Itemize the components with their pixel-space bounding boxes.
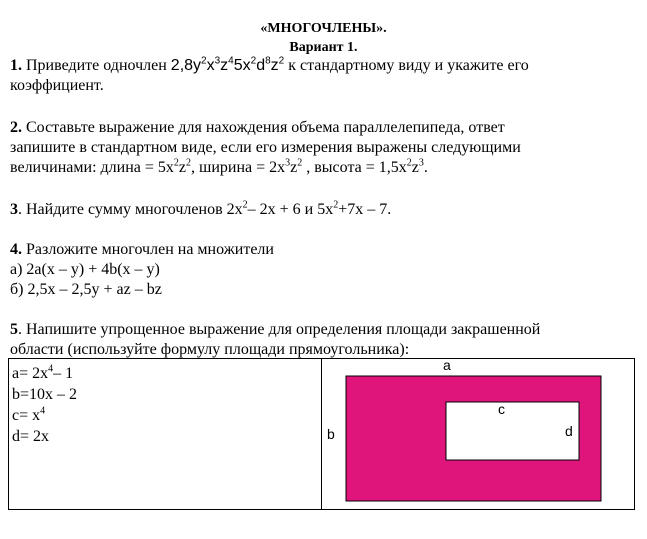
task-4: 4. Разложите многочлен на множители а) 2a(x – y) + 4b(x – y) б) 2,5x – 2,5y + az – bz <box>10 241 274 298</box>
worksheet-title: «МНОГОЧЛЕНЫ». <box>260 21 387 36</box>
task-5: 5. Напишите упрощенное выражение для определения площади закрашенной области (используйте формулу площади прямоугольника): <box>10 321 541 358</box>
label-c: c <box>498 401 505 417</box>
task-2-number: 2. <box>10 119 22 136</box>
var-b: b=10x – 2 <box>12 386 78 403</box>
task-5-number: 5 <box>10 321 18 338</box>
label-a: a <box>443 357 451 373</box>
inner-rectangle <box>446 402 579 460</box>
var-c: $c= x^4$ <box>12 405 46 424</box>
monomial: $2,8y^2x^3z^45x^2d^8z^2$ <box>170 55 285 74</box>
var-a: $a= 2x^4-$ 1 <box>12 363 74 382</box>
task-3: 3. Найдите сумму многочленов $2x^2-$ 2x + 6 и $5x^2+7x - 7$. <box>10 199 392 218</box>
task-3-number: 3 <box>10 201 18 218</box>
task-4-part-a: а) 2a(x – y) + 4b(x – y) <box>10 261 160 278</box>
task-1-number: 1. <box>10 57 22 74</box>
task-2: 2. Составьте выражение для нахождения объема параллелепипеда, ответ запишите в стандартном виде, если его измерения выражены следующими величинами: длина = $5x^2z^2$, ширина = $2x^3z^2$ , высота = $1,5x^2z^3$. <box>10 119 521 176</box>
task-4-number: 4. <box>10 241 22 258</box>
task-5-table <box>8 358 635 510</box>
label-d: d <box>565 423 573 439</box>
variables-cell <box>12 363 77 447</box>
label-b: b <box>327 426 335 442</box>
task-4-part-b: б) 2,5x – 2,5y + az – bz <box>10 281 162 298</box>
var-d: d= 2x <box>12 428 50 445</box>
rectangle-figure <box>322 359 634 509</box>
variant-label: Вариант 1. <box>289 40 358 55</box>
task-1: 1. Приведите одночлен $2,8y^2x^3z^45x^2d^8z^2$ к стандартному виду и укажите его коэффициент. <box>10 55 529 94</box>
